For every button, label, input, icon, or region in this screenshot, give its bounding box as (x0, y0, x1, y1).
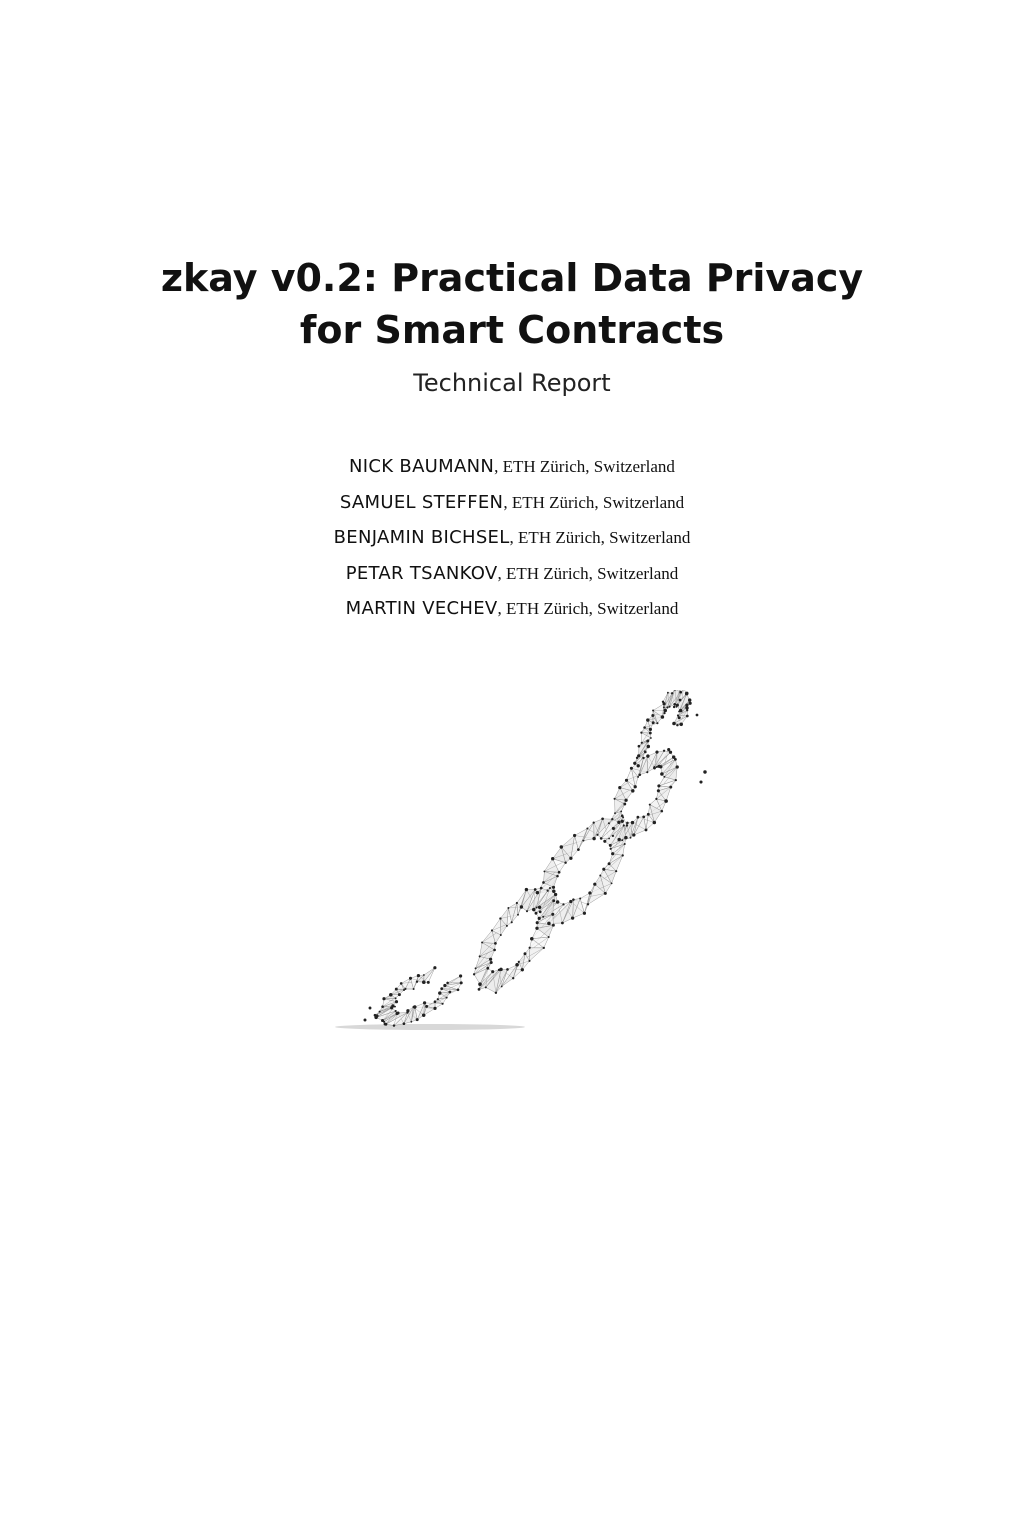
mesh-node (642, 757, 644, 759)
mesh-node (571, 916, 574, 919)
mesh-node (659, 765, 662, 768)
mesh-node (535, 912, 538, 915)
mesh-node (382, 997, 385, 1000)
mesh-node (440, 987, 443, 990)
mesh-node (384, 1023, 387, 1026)
mesh-node (526, 910, 528, 912)
mesh-node (409, 977, 412, 980)
author-entry (0, 520, 1024, 556)
mesh-node (674, 758, 677, 761)
mesh-node (645, 828, 648, 831)
mesh-node (552, 889, 555, 892)
mesh-node (663, 750, 665, 752)
mesh-node (676, 765, 679, 768)
author-name: MARTIN VECHEV (345, 598, 498, 619)
mesh-nodes (364, 690, 707, 1027)
mesh-node (500, 934, 502, 936)
mesh-node (664, 799, 668, 803)
mesh-node (579, 897, 581, 899)
mesh-node (552, 886, 555, 889)
mesh-node (675, 779, 677, 781)
mesh-node (521, 968, 524, 971)
mesh-node (673, 703, 676, 706)
mesh-node (604, 892, 607, 895)
mesh-node (529, 947, 531, 949)
mesh-node (615, 870, 617, 872)
mesh-node (494, 942, 497, 945)
mesh-node (667, 692, 669, 694)
mesh-node (673, 706, 675, 708)
mesh-node (535, 927, 538, 930)
mesh-node (618, 786, 621, 789)
mesh-node (536, 891, 540, 895)
mesh-node (593, 821, 595, 823)
paper-title (0, 252, 1024, 356)
mesh-node (646, 718, 649, 721)
mesh-node (647, 813, 650, 816)
author-entry (0, 449, 1024, 485)
mesh-node (499, 917, 501, 919)
mesh-node (624, 836, 628, 840)
mesh-node (478, 982, 482, 986)
mesh-node (668, 706, 670, 708)
mesh-node (669, 786, 672, 789)
mesh-node (641, 742, 643, 744)
mesh-node (395, 1000, 398, 1003)
mesh-node (443, 984, 446, 987)
mesh-node (688, 702, 691, 705)
mesh-node (433, 966, 436, 969)
mesh-node (677, 714, 679, 716)
mesh-node (663, 712, 665, 714)
mesh-node (534, 888, 537, 891)
mesh-node (626, 822, 629, 825)
mesh-node (638, 745, 641, 748)
author-list (0, 449, 1024, 627)
author-entry (0, 556, 1024, 592)
mesh-node (610, 848, 612, 850)
broken-chain-figure (325, 690, 725, 1040)
mesh-node (423, 1001, 426, 1004)
mesh-node (573, 834, 576, 837)
mesh-node (657, 789, 660, 792)
mesh-node (649, 732, 652, 735)
mesh-node (679, 691, 682, 694)
mesh-node (517, 914, 519, 916)
mesh-node (457, 988, 460, 991)
author-affiliation-separator: , (509, 528, 519, 547)
mesh-node (652, 721, 655, 724)
mesh-node (491, 970, 494, 973)
mesh-node (621, 814, 624, 817)
mesh-node (640, 732, 642, 734)
mesh-node (403, 1022, 406, 1025)
mesh-node (524, 952, 527, 955)
mesh-node (653, 766, 655, 768)
mesh-node (685, 704, 688, 707)
mesh-node (634, 785, 637, 788)
mesh-node (661, 810, 664, 813)
mesh-node (631, 789, 634, 792)
mesh-node (696, 714, 699, 717)
mesh-node (542, 881, 545, 884)
mesh-node (551, 913, 554, 916)
mesh-node (664, 709, 667, 712)
mesh-node (672, 722, 676, 726)
mesh-node (703, 770, 706, 773)
mesh-node (593, 883, 596, 886)
author-entry (0, 485, 1024, 521)
mesh-node (688, 698, 691, 701)
mesh-node (611, 818, 613, 820)
mesh-node (479, 955, 481, 957)
mesh-node (612, 835, 614, 837)
mesh-node (651, 714, 654, 717)
author-affiliation-separator: , (497, 599, 507, 618)
mesh-node (626, 824, 628, 826)
mesh-node (676, 704, 679, 707)
mesh-node (552, 899, 555, 902)
author-affiliation: ETH Zürich, Switzerland (511, 492, 685, 512)
mesh-node (515, 963, 519, 967)
mesh-node (554, 893, 557, 896)
mesh-node (669, 751, 672, 754)
author-affiliation-separator: , (503, 492, 512, 512)
mesh-node (475, 967, 477, 969)
mesh-node (416, 981, 418, 983)
mesh-node (369, 1007, 372, 1010)
mesh-node (679, 723, 683, 727)
mesh-node (671, 692, 673, 694)
mesh-node (596, 834, 598, 836)
mesh-node (530, 937, 534, 941)
mesh-node (621, 839, 623, 841)
mesh-node (547, 922, 551, 926)
mesh-node (637, 764, 640, 767)
mesh-node (572, 898, 575, 901)
mesh-facet (530, 948, 544, 961)
author-affiliation: ETH Zürich, Switzerland (506, 599, 679, 618)
mesh-node (381, 1019, 384, 1022)
mesh-node (433, 1007, 436, 1010)
mesh-node (434, 1000, 437, 1003)
mesh-node (638, 773, 641, 776)
mesh-node (548, 936, 550, 938)
mesh-node (551, 857, 554, 860)
mesh-node (588, 891, 591, 894)
mesh-node (422, 1013, 425, 1016)
mesh-node (569, 857, 572, 860)
mesh-node (416, 1018, 419, 1021)
mesh-node (375, 1014, 378, 1017)
mesh-node (543, 870, 545, 872)
mesh-node (489, 958, 492, 961)
mesh-node (649, 804, 651, 806)
mesh-node (389, 993, 393, 997)
mesh-node (656, 766, 658, 768)
mesh-node (646, 754, 649, 757)
mesh-node (558, 871, 561, 874)
mesh-node (423, 974, 425, 976)
author-name: BENJAMIN BICHSEL (333, 527, 510, 548)
mesh-node (660, 772, 664, 776)
mesh-node (699, 780, 702, 783)
mesh-node (608, 822, 610, 824)
mesh-node (592, 837, 595, 840)
mesh-node (556, 875, 559, 878)
mesh-node (547, 890, 549, 892)
mesh-node (608, 838, 610, 840)
mesh-node (647, 740, 649, 742)
mesh-node (485, 986, 487, 988)
mesh-node (536, 921, 539, 924)
mesh-node (637, 754, 640, 757)
mesh-node (622, 854, 624, 856)
mesh-node (381, 1005, 384, 1008)
mesh-node (600, 837, 603, 840)
author-affiliation: ETH Zürich, Switzerland (502, 457, 675, 476)
mesh-node (631, 821, 634, 824)
mesh-node (609, 844, 612, 847)
mesh-node (395, 997, 397, 999)
mesh-node (391, 1004, 394, 1007)
mesh-node (478, 988, 481, 991)
mesh-node (614, 798, 616, 800)
author-affiliation: ETH Zürich, Switzerland (518, 528, 691, 547)
mesh-node (624, 799, 627, 802)
mesh-node (586, 827, 588, 829)
mesh-node (678, 716, 681, 719)
mesh-node (446, 982, 449, 985)
author-affiliation: ETH Zürich, Switzerland (505, 563, 679, 583)
mesh-node (490, 961, 493, 964)
mesh-node (666, 706, 668, 708)
mesh-node (623, 803, 626, 806)
mesh-node (656, 722, 658, 724)
mesh-node (652, 709, 654, 711)
mesh-node (413, 988, 415, 990)
mesh-node (442, 1003, 444, 1005)
mesh-node (493, 949, 496, 952)
mesh-node (417, 974, 420, 977)
mesh-node (473, 973, 475, 975)
mesh-node (552, 924, 555, 927)
mesh-node (491, 929, 493, 931)
mesh-node (663, 776, 665, 778)
mesh-node (437, 998, 439, 1000)
mesh-node (617, 821, 620, 824)
mesh-node (525, 888, 528, 891)
mesh-node (611, 882, 613, 884)
mesh-node (624, 843, 626, 845)
author-name: SAMUEL STEFFEN (339, 491, 504, 513)
mesh-node (621, 820, 624, 823)
mesh-node (393, 1024, 395, 1026)
mesh-node (438, 991, 441, 994)
mesh-node (507, 907, 509, 909)
mesh-node (676, 724, 678, 726)
mesh-node (501, 985, 503, 987)
mesh-node (427, 981, 430, 984)
mesh-node (655, 751, 658, 754)
mesh-node (528, 960, 530, 962)
author-affiliation-separator: , (497, 563, 506, 583)
mesh-node (587, 903, 589, 905)
mesh-node (637, 776, 639, 778)
mesh-node (395, 1012, 398, 1015)
author-name: NICK BAUMANN (349, 456, 495, 477)
mesh-node (520, 905, 523, 908)
mesh-node (536, 907, 538, 909)
mesh-node (564, 861, 566, 863)
mesh-node (425, 1005, 428, 1008)
author-entry (0, 591, 1024, 627)
mesh-node (646, 771, 648, 773)
mesh-node (410, 1021, 412, 1023)
mesh-node (685, 692, 688, 695)
mesh-node (481, 941, 483, 943)
mesh-node (460, 981, 463, 984)
mesh-node (449, 991, 452, 994)
mesh-node (649, 728, 652, 731)
mesh-node (617, 838, 620, 841)
mesh-node (538, 906, 541, 909)
mesh-node (653, 821, 657, 825)
mesh-node (643, 726, 646, 729)
mesh-node (644, 751, 647, 754)
broken-chain-icon (325, 690, 725, 1040)
mesh-node (539, 911, 542, 914)
mesh-node (506, 925, 508, 927)
mesh-node (630, 837, 632, 839)
paper-subtitle: Technical Report (413, 369, 611, 397)
mesh-node (661, 715, 665, 719)
mesh-node (549, 887, 551, 889)
mesh-node (459, 974, 462, 977)
mesh-node (422, 980, 426, 984)
chain-link (474, 888, 555, 993)
mesh-node (678, 710, 680, 712)
paper-title-line-1: zkay v0.2: Practical Data Privacy (160, 256, 864, 300)
mesh-node (685, 706, 688, 709)
mesh-node (532, 908, 534, 910)
mesh-node (637, 816, 640, 819)
mesh-node (614, 812, 616, 814)
mesh-node (633, 762, 636, 765)
mesh-node (400, 982, 403, 985)
mesh-node (655, 798, 657, 800)
mesh-node (608, 862, 611, 865)
mesh-node (569, 900, 572, 903)
mesh-node (364, 1019, 367, 1022)
mesh-node (561, 922, 564, 925)
mesh-node (657, 784, 660, 787)
mesh-node (620, 810, 622, 812)
mesh-node (398, 993, 401, 996)
mesh-node (679, 699, 682, 702)
author-name: PETAR TSANKOV (345, 562, 498, 584)
mesh-node (540, 887, 543, 890)
mesh-node (379, 1011, 381, 1013)
mesh-node (542, 916, 544, 918)
mesh-node (495, 992, 497, 994)
mesh-node (632, 833, 635, 836)
mesh-node (406, 1011, 408, 1013)
mesh-node (512, 977, 514, 979)
mesh-node (611, 852, 614, 855)
mesh-node (560, 845, 563, 848)
mesh-node (543, 947, 545, 949)
mesh-node (498, 969, 500, 971)
mesh-node (511, 921, 513, 923)
author-affiliation-separator: , (494, 457, 503, 476)
mesh-node (516, 902, 518, 904)
mesh-node (625, 779, 628, 782)
mesh-node (601, 817, 604, 820)
mesh-node (599, 875, 601, 877)
mesh-node (562, 903, 564, 905)
paper-title-line-2: for Smart Contracts (299, 308, 725, 352)
mesh-node (538, 917, 541, 920)
mesh-node (686, 715, 689, 718)
mesh-node (647, 745, 650, 748)
mesh-node (582, 840, 584, 842)
mesh-node (667, 748, 670, 751)
mesh-node (395, 988, 398, 991)
mesh-node (556, 900, 559, 903)
mesh-node (603, 840, 606, 843)
mesh-node (518, 961, 520, 963)
mesh-node (412, 1006, 414, 1008)
mesh-node (630, 767, 633, 770)
mesh-node (506, 968, 509, 971)
mesh-node (642, 816, 645, 819)
mesh-node (577, 848, 580, 851)
mesh-node (446, 997, 448, 999)
mesh-node (650, 737, 652, 739)
mesh-node (486, 967, 489, 970)
mesh-node (662, 701, 664, 703)
mesh-node (663, 706, 665, 708)
mesh-node (612, 827, 615, 830)
mesh-node (404, 988, 406, 990)
mesh-node (602, 868, 605, 871)
mesh-node (395, 1010, 397, 1012)
mesh-node (583, 912, 586, 915)
mesh-node (623, 824, 625, 826)
